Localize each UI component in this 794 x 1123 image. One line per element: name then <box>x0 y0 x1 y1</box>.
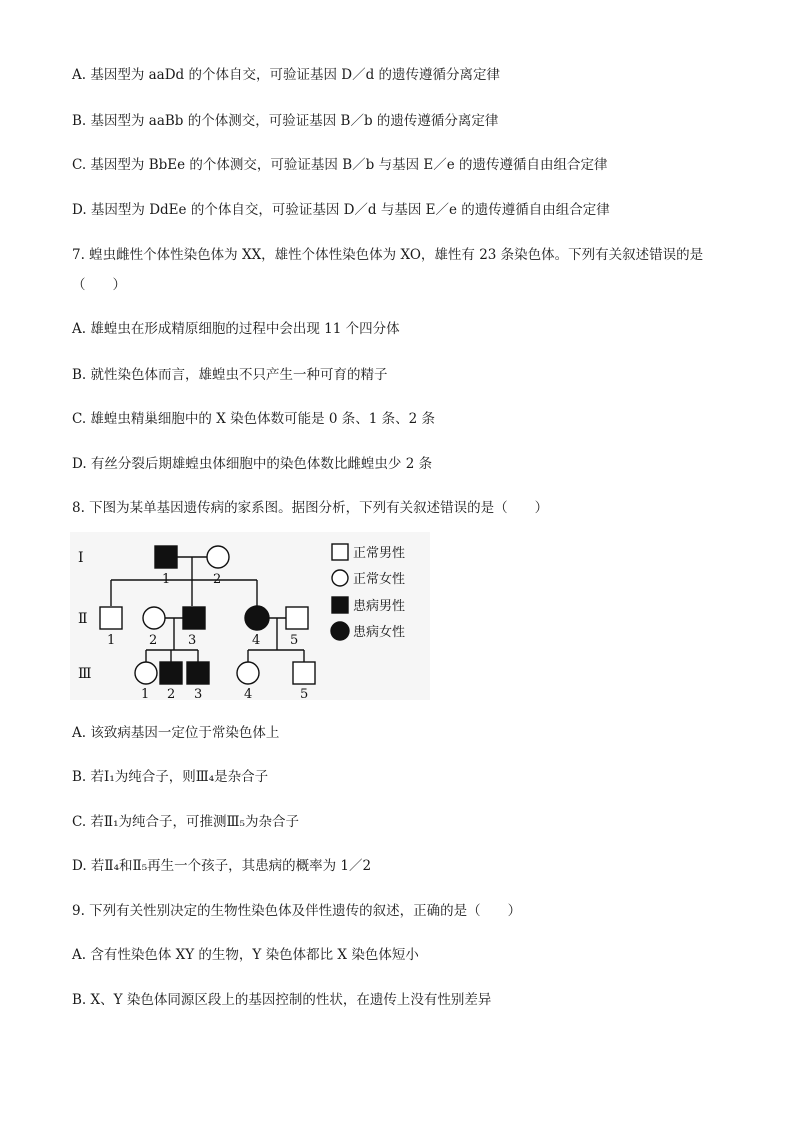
pedigree-number: 4 <box>252 633 261 648</box>
option-7b: B. 就性染色体而言，雄蝗虫不只产生一种可育的精子 <box>72 367 388 383</box>
pedigree-chart <box>70 532 430 700</box>
legend-affected-female: 患病女性 <box>353 625 406 640</box>
legend-normal-male-icon <box>332 544 348 560</box>
option-8c: C. 若Ⅱ₁为纯合子，可推测Ⅲ₅为杂合子 <box>72 814 299 830</box>
pedigree-ii1-normal-male <box>100 607 122 629</box>
pedigree-number: 5 <box>290 633 299 648</box>
pedigree-number: 4 <box>244 687 253 700</box>
legend-normal-female: 正常女性 <box>353 572 406 587</box>
pedigree-iii1-normal-female <box>135 662 157 684</box>
pedigree-number: 3 <box>188 633 197 648</box>
legend-normal-male: 正常男性 <box>353 546 406 561</box>
option-8d: D. 若Ⅱ₄和Ⅱ₅再生一个孩子，其患病的概率为 1／2 <box>72 858 372 874</box>
question-8-stem: 8. 下图为某单基因遗传病的家系图。据图分析，下列有关叙述错误的是（ ） <box>72 500 549 516</box>
pedigree-number: 2 <box>213 572 222 587</box>
option-7a: A. 雄蝗虫在形成精原细胞的过程中会出现 11 个四分体 <box>72 321 400 337</box>
pedigree-ii3-affected-male <box>183 607 205 629</box>
pedigree-iii2-affected-male <box>160 662 182 684</box>
pedigree-i2-normal-female <box>207 546 229 568</box>
pedigree-iii4-normal-female <box>237 662 259 684</box>
question-7-blank: （ ） <box>72 277 126 293</box>
pedigree-iii5-normal-male <box>293 662 315 684</box>
pedigree-number: 2 <box>149 633 158 648</box>
generation-label-1: Ⅰ <box>78 550 84 566</box>
option-9b: B. X、Y 染色体同源区段上的基因控制的性状，在遗传上没有性别差异 <box>72 992 492 1008</box>
generation-label-3: Ⅲ <box>78 666 92 682</box>
option-8a: A. 该致病基因一定位于常染色体上 <box>72 725 280 741</box>
pedigree-number: 1 <box>141 687 150 700</box>
legend-affected-male: 患病男性 <box>353 599 406 614</box>
question-7-stem: 7. 蝗虫雌性个体性染色体为 XX，雄性个体性染色体为 XO，雄性有 23 条染色体。下列有关叙述错误的是 <box>72 247 704 263</box>
legend-affected-female-icon <box>331 622 349 640</box>
pedigree-ii2-normal-female <box>143 607 165 629</box>
pedigree-number: 3 <box>194 687 203 700</box>
legend-affected-male-icon <box>332 597 348 613</box>
option-9a: A. 含有性染色体 XY 的生物，Y 染色体都比 X 染色体短小 <box>72 947 419 963</box>
question-9-stem: 9. 下列有关性别决定的生物性染色体及伴性遗传的叙述，正确的是（ ） <box>72 903 522 919</box>
pedigree-number: 1 <box>107 633 116 648</box>
option-8b: B. 若Ⅰ₁为纯合子，则Ⅲ₄是杂合子 <box>72 769 269 785</box>
pedigree-number: 1 <box>162 572 171 587</box>
pedigree-ii5-normal-male <box>286 607 308 629</box>
option-7c: C. 雄蝗虫精巢细胞中的 X 染色体数可能是 0 条、1 条、2 条 <box>72 411 436 427</box>
generation-label-2: Ⅱ <box>78 611 88 627</box>
pedigree-number: 5 <box>300 687 309 700</box>
option-6a: A. 基因型为 aaDd 的个体自交，可验证基因 D／d 的遗传遵循分离定律 <box>72 67 501 83</box>
option-7d: D. 有丝分裂后期雄蝗虫体细胞中的染色体数比雌蝗虫少 2 条 <box>72 456 433 472</box>
pedigree-iii3-affected-male <box>187 662 209 684</box>
pedigree-i1-affected-male <box>155 546 177 568</box>
pedigree-ii4-affected-female <box>245 606 269 630</box>
option-6d: D. 基因型为 DdEe 的个体自交，可验证基因 D／d 与基因 E／e 的遗传遵循自由组合定律 <box>72 202 610 218</box>
legend-normal-female-icon <box>332 570 348 586</box>
option-6b: B. 基因型为 aaBb 的个体测交，可验证基因 B／b 的遗传遵循分离定律 <box>72 113 499 129</box>
option-6c: C. 基因型为 BbEe 的个体测交，可验证基因 B／b 与基因 E／e 的遗传遵循自由组合定律 <box>72 157 608 173</box>
pedigree-number: 2 <box>167 687 176 700</box>
